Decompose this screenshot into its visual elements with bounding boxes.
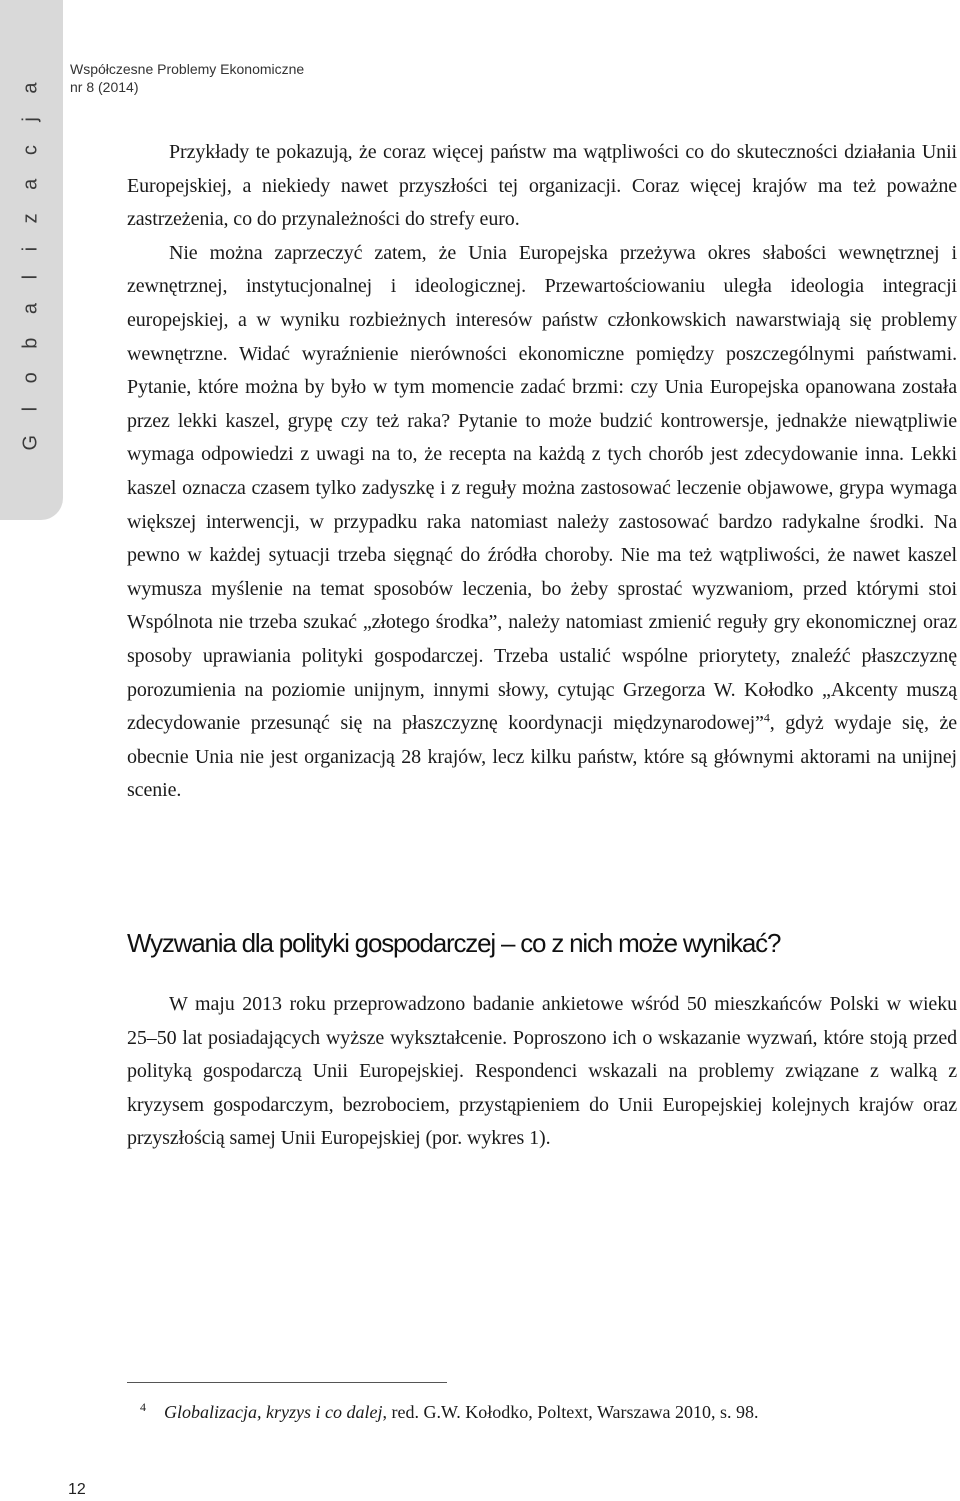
journal-title: Współczesne Problemy Ekonomiczne xyxy=(70,61,305,77)
footnote-citation: , red. G.W. Kołodko, Poltext, Warszawa 2010, s. 98. xyxy=(382,1402,759,1422)
running-header xyxy=(70,60,304,96)
body-paragraph-2-text: Nie można zaprzeczyć zatem, że Unia Europejska przeżywa okres słabości wewnętrznej i zewnętrznej, instytucjonalnej i ideologicznej. Przewartościowaniu uległa ideologia integracji europejskiej, a w wyniku rozbieżnych interesów państw członkowskich nawarstwiają się problemy wewnętrzne. Widać wyraźnienie nierówności ekonomiczne pomiędzy poszczególnymi państwami. Pytanie, które można by było w tym momencie zadać brzmi: czy Unia Europejska opanowana została przez lekki kaszel, grypę czy też raka? Pytanie to może budzić kontrowersje, jednakże niewątpliwie wymaga odpowiedzi z uwagi na to, że recepta na każdą z tych chorób jest zdecydowanie inna. Lekki kaszel oznacza czasem tylko zadyszkę i z reguły można zastosować leczenie objawowe, grypa wymaga większej interwencji, w przypadku raka natomiast należy zastosować bardzo radykalne środki. Na pewno w każdej sytuacji trzeba sięgnąć do źródła choroby. Nie ma też wątpliwości, że nawet kaszel wymusza myślenie na temat sposobów leczenia, bo żeby sprostać wyzwaniom, przed którymi stoi Wspólnota nie trzeba szukać „złotego środka”, należy natomiast zmienić reguły gry ekonomicznej oraz sposoby uprawiania polityki gospodarczej. Trzeba ustalić wspólne priorytety, znaleźć płaszczyznę porozumienia na poziomie unijnym, innymi słowy, cytując Grzegorza W. Kołodko „Akcenty muszą zdecydowanie przesunąć się na płaszczyznę koordynacji międzynarodowej” xyxy=(127,241,957,735)
footnote xyxy=(140,1400,758,1423)
section-side-tab-label: G l o b a l i z a c j a xyxy=(19,73,42,451)
journal-issue: nr 8 (2014) xyxy=(70,79,139,95)
footnote-reference[interactable]: 4 xyxy=(763,710,770,725)
footnote-divider xyxy=(127,1382,447,1383)
body-paragraph-2-tail: , gdyż wydaje się, że obecnie Unia nie jest organizacją 28 krajów, lecz kilku państw, które są głównymi aktorami na unijnej scenie. xyxy=(127,712,957,802)
article-body-section xyxy=(127,988,957,1156)
article-body-top xyxy=(127,136,957,808)
page-number: 12 xyxy=(68,1481,86,1498)
section-side-tab xyxy=(0,0,63,520)
body-paragraph-1: Przykłady te pokazują, że coraz więcej państw ma wątpliwości co do skuteczności działania Unii Europejskiej, a niekiedy nawet przyszłości tej organizacji. Coraz więcej krajów ma też poważne zastrzeżenia, co do przynależności do strefy euro. xyxy=(127,141,957,231)
section-heading: Wyzwania dla polityki gospodarczej – co z nich może wynikać? xyxy=(127,928,781,958)
footnote-cited-title: Globalizacja, kryzys i co dalej xyxy=(164,1402,383,1422)
body-paragraph-2 xyxy=(127,237,957,808)
footnote-number: 4 xyxy=(140,1400,146,1414)
section-paragraph: W maju 2013 roku przeprowadzono badanie ankietowe wśród 50 mieszkańców Polski w wieku 25–50 lat posiadających wyższe wykształcenie. Poproszono ich o wskazanie wyzwań, które stoją przed polityką gospodarczą Unii Europejskiej. Respondenci wskazali na problemy związane z walką z kryzysem gospodarczym, bezrobociem, przystąpieniem do Unii Europejskiej kolejnych krajów oraz przyszłością samej Unii Europejskiej (por. wykres 1). xyxy=(127,993,957,1150)
